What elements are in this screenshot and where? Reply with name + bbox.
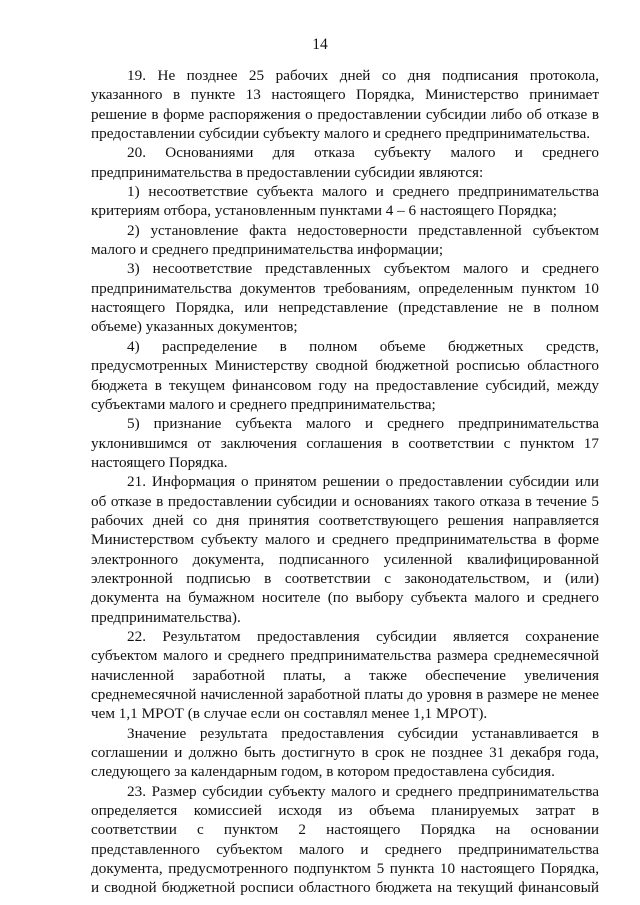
text-line: среднемесячной начисленной заработной платы до уровня в размере не менее	[91, 686, 599, 703]
text-line: представленного субъектом малого и среднего предпринимательства	[91, 840, 599, 858]
text-line: настоящего Порядка, или непредставление (представление не в полном	[91, 299, 599, 317]
text-line: 19. Не позднее 25 рабочих дней со дня подписания протокола,	[127, 67, 599, 84]
text-line: соглашении и должно быть достигнуто в срок не позднее 31 декабря года,	[91, 744, 599, 762]
text-line: 3) несоответствие представленных субъектом малого и среднего	[127, 260, 599, 278]
text-line: электронной подписью в соответствии с законодательством, и (или)	[91, 569, 599, 587]
text-line: об отказе в предоставлении субсидии и основаниях такого отказа в течение 5	[91, 492, 599, 510]
text-line: бюджета в текущем финансовом году на предоставление субсидий, между	[91, 376, 599, 394]
text-line: 5) признание субъекта малого и среднего предпринимательства	[127, 415, 599, 433]
text-line: критериям отбора, установленным пунктами 4 – 6 настоящего Порядка;	[91, 202, 557, 220]
document-body	[91, 66, 599, 898]
text-line: Министерством субъекту малого и среднего предпринимательства в форме	[91, 531, 599, 549]
text-line: 21. Информация о принятом решении о предоставлении субсидии или	[127, 473, 599, 491]
text-line: документа на бумажном носителе (по выбору субъекта малого и среднего	[91, 589, 599, 607]
text-line: решение в форме распоряжения о предоставлении субсидии либо об отказе в	[91, 105, 599, 123]
text-line: предпринимательства в предоставлении субсидии являются:	[91, 163, 484, 181]
text-line: субъектом малого и среднего предпринимательства размера среднемесячной	[91, 647, 599, 665]
text-line: малого и среднего предпринимательства информации;	[91, 241, 444, 259]
text-line: начисленной заработной платы, а также обеспечение увеличения	[91, 666, 599, 684]
text-line: 23. Размер субсидии субъекту малого и среднего предпринимательства	[127, 782, 599, 800]
text-line: электронного документа, подписанного усиленной квалифицированной	[91, 550, 599, 568]
text-line: 1) несоответствие субъекта малого и среднего предпринимательства	[127, 183, 599, 201]
text-line: 4) распределение в полном объеме бюджетных средств,	[127, 337, 599, 355]
text-line: соответствии с пунктом 2 настоящего Порядка на основании	[91, 821, 599, 839]
text-line: 22. Результатом предоставления субсидии является сохранение	[127, 627, 599, 645]
text-line: настоящего Порядка.	[91, 453, 228, 471]
text-line: документа, предусмотренного подпунктом 5 пункта 10 настоящего Порядка,	[91, 860, 599, 878]
text-line: 2) установление факта недостоверности представленной субъектом	[127, 221, 599, 239]
text-line: предпринимательства документов требованиям, определенным пунктом 10	[91, 279, 599, 297]
text-line: определяется комиссией исходя из объема планируемых затрат в	[91, 802, 599, 820]
text-line: 20. Основаниями для отказа субъекту малого и среднего	[127, 144, 599, 162]
text-line: Значение результата предоставления субсидии устанавливается в	[127, 724, 599, 742]
text-line: рабочих дней со дня принятия соответствующего решения направляется	[91, 511, 599, 529]
text-line: и сводной бюджетной росписи областного бюджета на текущий финансовый	[91, 879, 599, 897]
text-line: уклонившимся от заключения соглашения в соответствии с пунктом 17	[91, 434, 599, 452]
text-line: предусмотренных Министерству сводной бюджетной росписью областного	[91, 357, 599, 375]
text-line: предоставлении субсидии субъекту малого и среднего предпринимательства.	[91, 125, 591, 143]
text-line: следующего за календарным годом, в котором предоставлена субсидия.	[91, 763, 555, 781]
text-line: указанного в пункте 13 настоящего Порядка, Министерство принимает	[91, 86, 599, 104]
text-line: объеме) указанных документов;	[91, 318, 298, 336]
text-line: предпринимательства).	[91, 608, 241, 626]
text-line: чем 1,1 МРОТ (в случае если он составлял менее 1,1 МРОТ).	[91, 705, 488, 723]
text-line: субъектами малого и среднего предпринимательства;	[91, 395, 436, 413]
page-number: 14	[312, 36, 328, 53]
